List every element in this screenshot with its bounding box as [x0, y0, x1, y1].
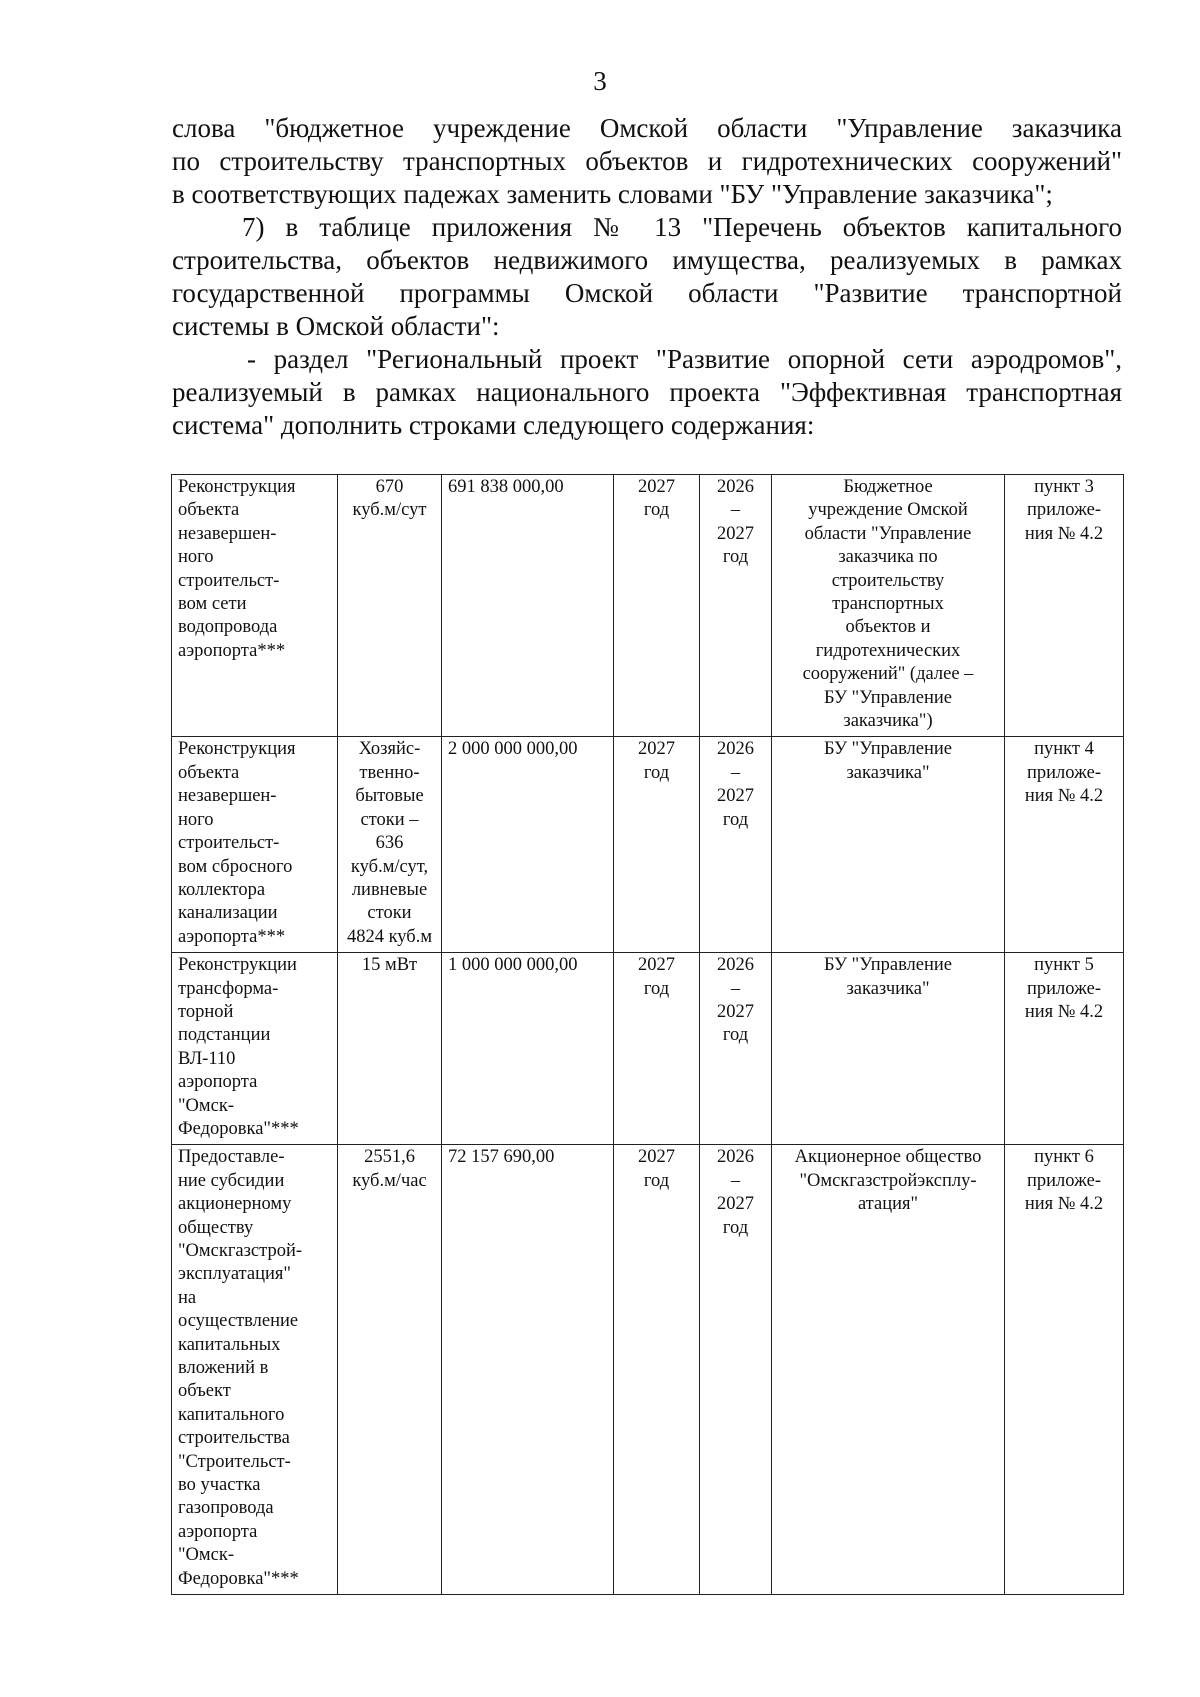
capacity-cell: 2551,6 куб.м/час — [338, 1145, 442, 1595]
text-line: - раздел "Региональный проект "Развитие опорной сети аэродромов", — [247, 344, 1122, 374]
text-line: в соответствующих падежах заменить словами "БУ "Управление заказчика"; — [172, 179, 1053, 209]
table-row — [172, 953, 1124, 1145]
period-cell: 2026 – 2027 год — [700, 475, 772, 737]
cost-cell: 72 157 690,00 — [442, 1145, 614, 1595]
text-line: слова "бюджетное учреждение Омской области "Управление заказчика — [172, 113, 1122, 143]
cost-cell: 2 000 000 000,00 — [442, 737, 614, 953]
object-name-cell: Реконструкция объекта незавершен- ного строительст- вом сбросного коллектора канализации аэропорта*** — [172, 737, 338, 953]
object-name-cell: Реконструкции трансформа- торной подстанции ВЛ-110 аэропорта "Омск- Федоровка"*** — [172, 953, 338, 1145]
table-row — [172, 1145, 1124, 1595]
period-cell: 2026 – 2027 год — [700, 953, 772, 1145]
executor-cell: БУ "Управление заказчика" — [772, 737, 1005, 953]
reference-cell: пункт 6 приложе- ния № 4.2 — [1005, 1145, 1124, 1595]
text-line: система" дополнить строками следующего содержания: — [172, 410, 815, 440]
object-name-cell: Предоставле- ние субсидии акционерному обществу "Омскгазстрой- эксплуатация" на осуществление капитальных вложений в объект капитального строительства "Строительст- во участка газопровода аэропорта "Омск- Федоровка"*** — [172, 1145, 338, 1595]
text-line: 7) в таблице приложения № 13 "Перечень объектов капитального — [242, 212, 1122, 242]
capacity-cell: 15 мВт — [338, 953, 442, 1145]
year-cell: 2027 год — [614, 1145, 700, 1595]
year-cell: 2027 год — [614, 737, 700, 953]
period-cell: 2026 – 2027 год — [700, 1145, 772, 1595]
object-name-cell: Реконструкция объекта незавершен- ного строительст- вом сети водопровода аэропорта*** — [172, 475, 338, 737]
executor-cell: БУ "Управление заказчика" — [772, 953, 1005, 1145]
year-cell: 2027 год — [614, 953, 700, 1145]
body-text — [172, 112, 1122, 442]
capacity-cell: 670 куб.м/сут — [338, 475, 442, 737]
year-cell: 2027 год — [614, 475, 700, 737]
text-line: строительства, объектов недвижимого имущества, реализуемых в рамках — [172, 245, 1122, 275]
cost-cell: 1 000 000 000,00 — [442, 953, 614, 1145]
table-row — [172, 475, 1124, 737]
text-line: по строительству транспортных объектов и гидротехнических сооружений" — [172, 146, 1122, 176]
text-line: реализуемый в рамках национального проекта "Эффективная транспортная — [172, 377, 1122, 407]
executor-cell: Акционерное общество "Омскгазстройэксплу- атация" — [772, 1145, 1005, 1595]
text-line: государственной программы Омской области "Развитие транспортной — [172, 278, 1122, 308]
cost-cell: 691 838 000,00 — [442, 475, 614, 737]
reference-cell: пункт 5 приложе- ния № 4.2 — [1005, 953, 1124, 1145]
capacity-cell: Хозяйс- твенно- бытовые стоки – 636 куб.м/сут, ливневые стоки 4824 куб.м — [338, 737, 442, 953]
executor-cell: Бюджетное учреждение Омской области "Управление заказчика по строительству транспортных объектов и гидротехнических сооружений" (далее – БУ "Управление заказчика") — [772, 475, 1005, 737]
period-cell: 2026 – 2027 год — [700, 737, 772, 953]
text-line: системы в Омской области": — [172, 311, 500, 341]
reference-cell: пункт 4 приложе- ния № 4.2 — [1005, 737, 1124, 953]
page-number: 3 — [593, 66, 607, 96]
objects-table — [171, 474, 1124, 1595]
table-row — [172, 737, 1124, 953]
reference-cell: пункт 3 приложе- ния № 4.2 — [1005, 475, 1124, 737]
